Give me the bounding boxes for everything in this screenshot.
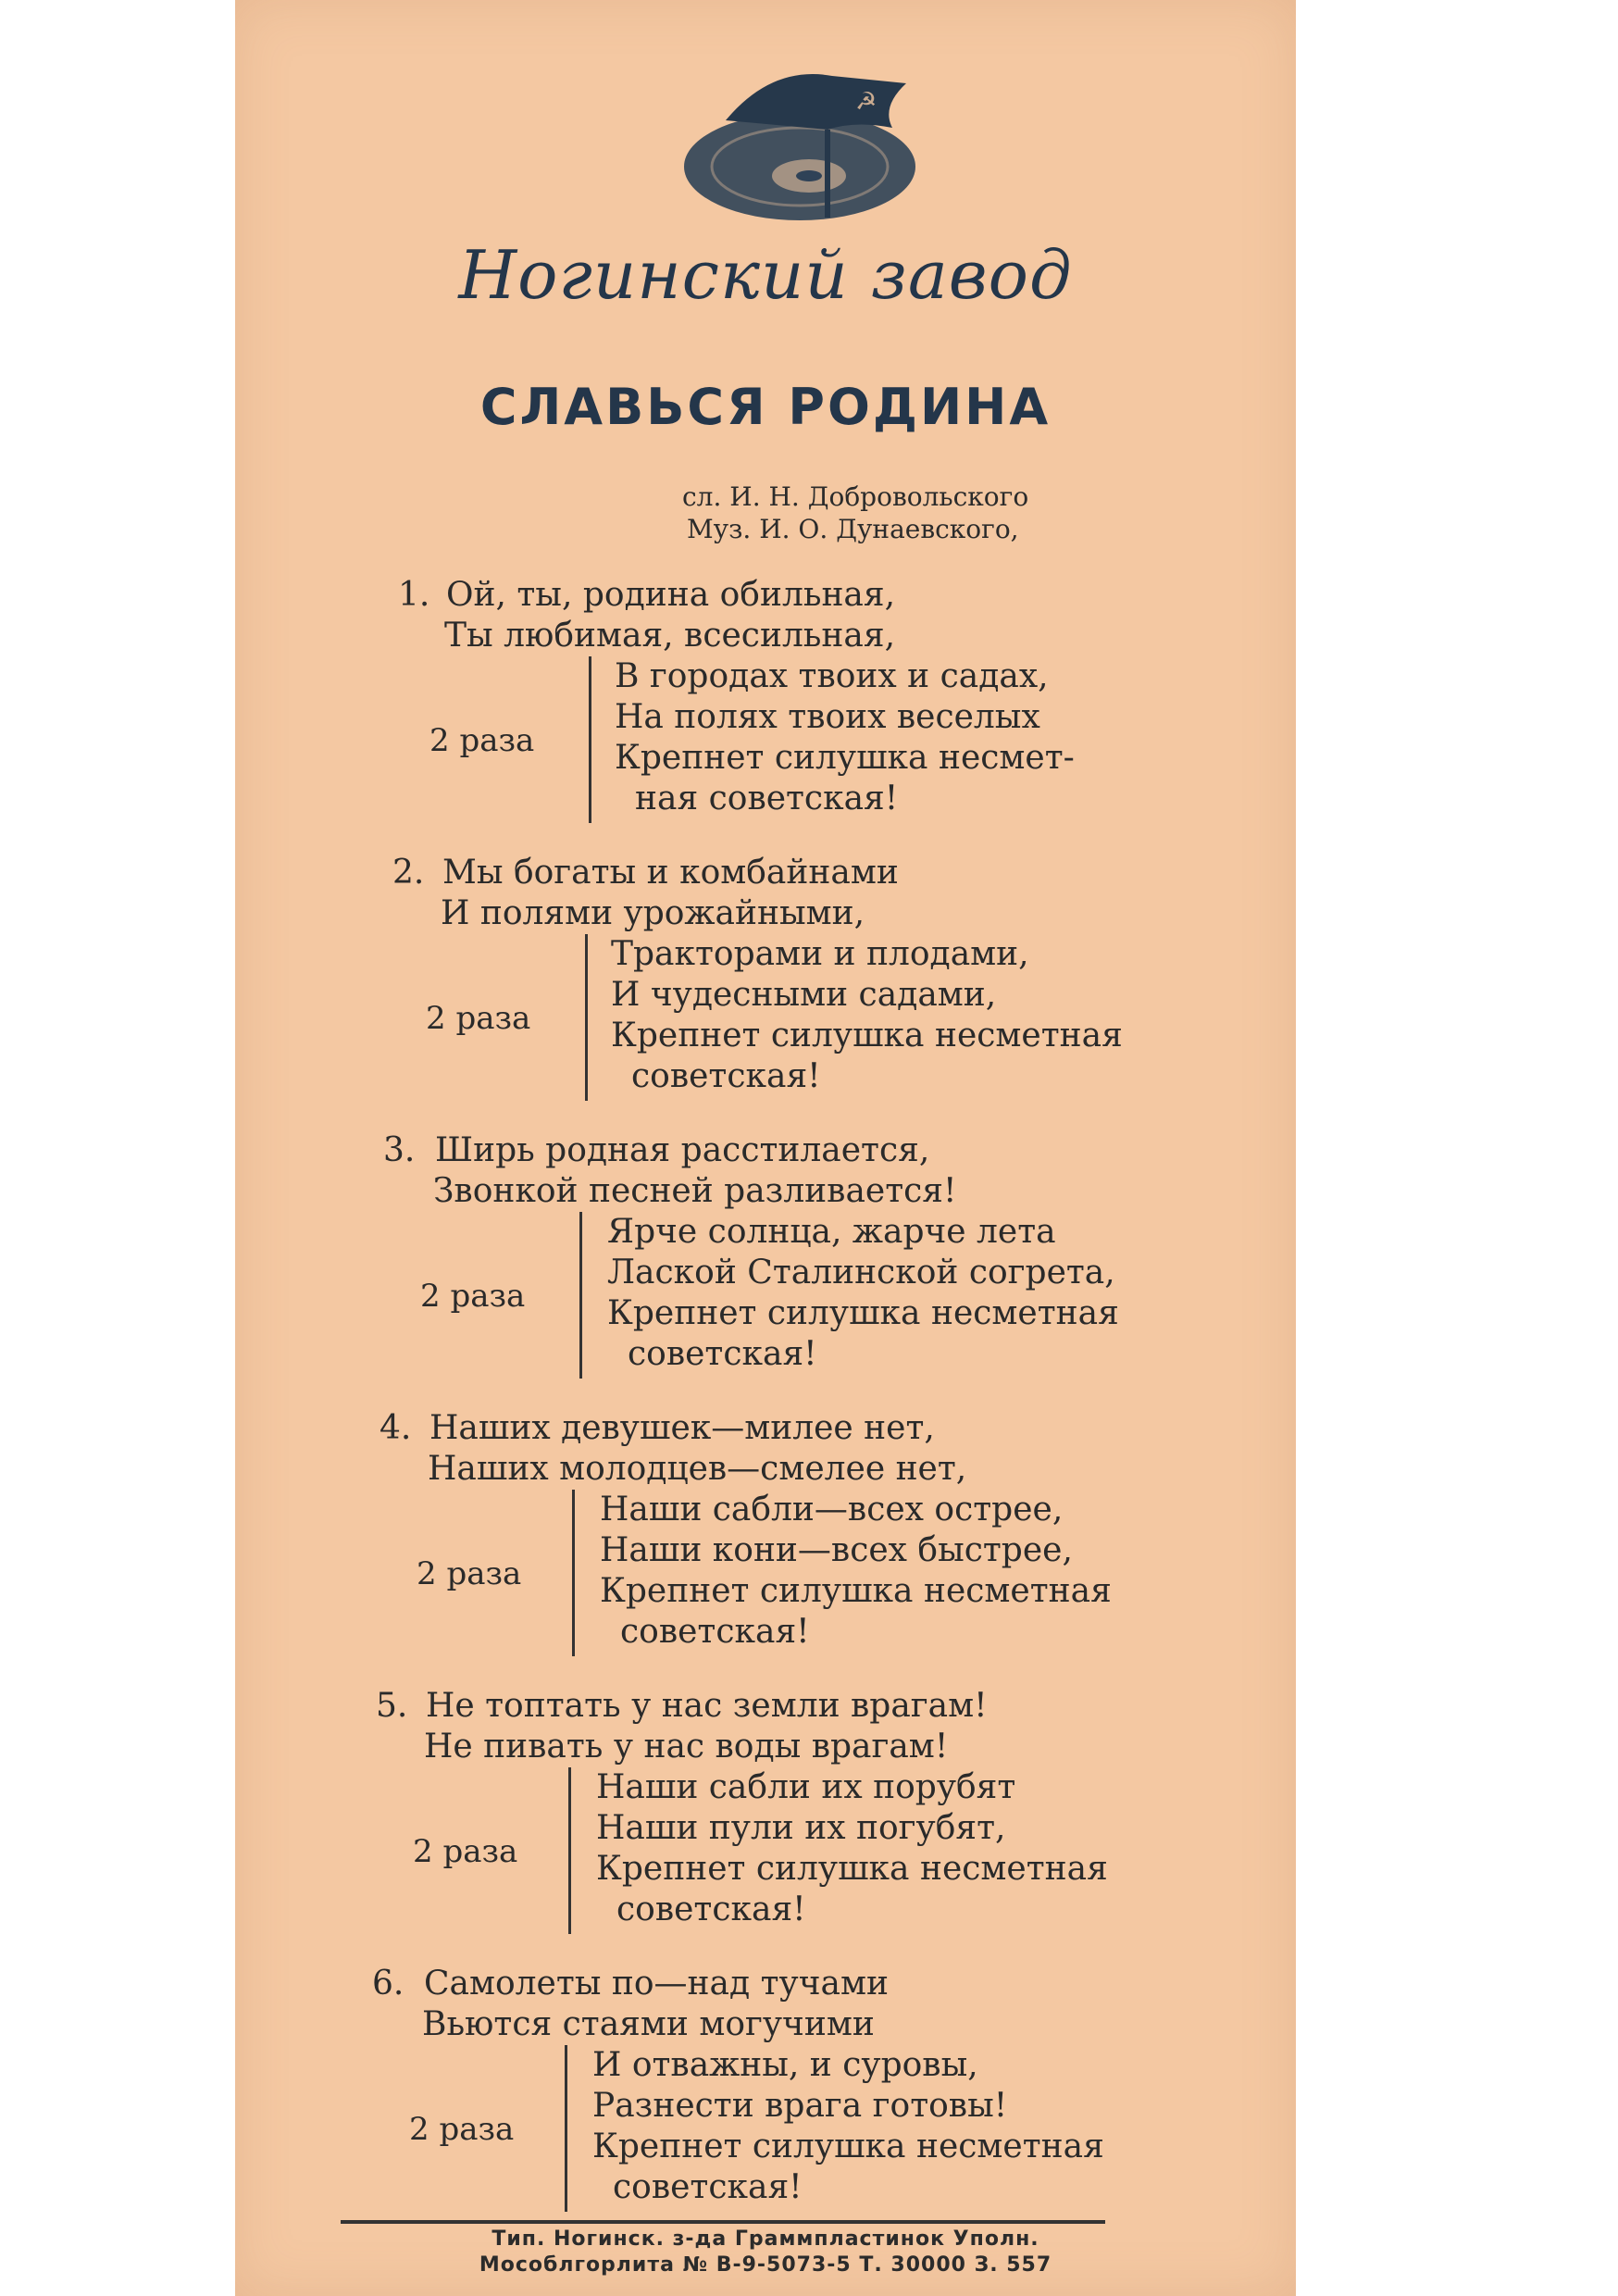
repeat-twice-label: 2 раза: [426, 1000, 531, 1037]
repeat-twice-label: 2 раза: [429, 722, 535, 759]
verse-intro-line: Наших молодцев—смелее нет,: [428, 1450, 967, 1488]
verse-intro-line: Звонкой песней разливается!: [433, 1172, 957, 1210]
verse-intro-line: Вьются стаями могучими: [422, 2005, 875, 2043]
verse-refrain-line: советская!: [613, 2168, 803, 2206]
verse-refrain-line: советская!: [631, 1057, 821, 1095]
verse-intro-line: Мы богаты и комбайнами: [442, 854, 899, 892]
verse-refrain-line: советская!: [628, 1335, 817, 1373]
verse-number: 3.: [383, 1131, 416, 1169]
repeat-twice-label: 2 раза: [413, 1833, 518, 1870]
verse-refrain-line: Крепнет силушка несметная: [600, 1572, 1112, 1610]
verse-refrain-line: И отважны, и суровы,: [592, 2046, 978, 2084]
verse-intro-line: Самолеты по—над тучами: [424, 1965, 889, 2003]
verse-intro-line: Наших девушек—милее нет,: [429, 1409, 935, 1447]
music-credit: Муз. И. О. Дунаевского,: [687, 514, 1019, 544]
repeat-twice-label: 2 раза: [417, 1555, 522, 1592]
verse-refrain-line: Крепнет силушка несметная: [596, 1850, 1108, 1888]
verse-refrain-line: На полях твоих веселых: [615, 698, 1040, 736]
verse-number: 5.: [376, 1687, 408, 1725]
verse-number: 2.: [392, 854, 425, 892]
verse-number: 6.: [372, 1965, 404, 2003]
verse-refrain-line: ная советская!: [635, 780, 899, 817]
svg-text:☭: ☭: [855, 88, 877, 116]
verse-intro-line: Ширь родная расстилается,: [435, 1131, 930, 1169]
verse-refrain-line: Крепнет силушка несметная: [611, 1017, 1123, 1054]
footer-imprint-line: Тип. Ногинск. з-да Граммпластинок Уполн.: [492, 2227, 1039, 2251]
verse-refrain-line: советская!: [620, 1613, 810, 1651]
verse-refrain-line: Крепнет силушка несметная: [607, 1294, 1119, 1332]
verse-refrain-line: Крепнет силушка несмет-: [615, 739, 1075, 777]
repeat-twice-label: 2 раза: [420, 1278, 526, 1315]
verse-refrain-line: Разнести врага готовы!: [592, 2087, 1008, 2125]
verse-refrain-line: Наши сабли—всех острее,: [600, 1491, 1064, 1529]
footer-divider: [341, 2220, 1105, 2224]
record-flag-logo: [670, 56, 939, 241]
repeat-twice-label: 2 раза: [409, 2111, 515, 2148]
verse-refrain-line: Тракторами и плодами,: [611, 935, 1029, 973]
verse-intro-line: Не пивать у нас воды врагам!: [424, 1728, 949, 1766]
verse-refrain-line: Наши сабли их порубят: [596, 1768, 1016, 1806]
refrain-bracket: [572, 1490, 575, 1656]
verse-refrain-line: советская!: [616, 1890, 806, 1928]
factory-name: Ногинский завод: [458, 236, 1073, 314]
refrain-bracket: [568, 1767, 571, 1934]
verse-refrain-line: Наши кони—всех быстрее,: [600, 1531, 1073, 1569]
verse-refrain-line: И чудесными садами,: [611, 976, 997, 1014]
verse-refrain-line: Лаской Сталинской согрета,: [607, 1254, 1115, 1292]
verse-refrain-line: Ярче солнца, жарче лета: [607, 1213, 1056, 1251]
verse-intro-line: Не топтать у нас земли врагам!: [426, 1687, 988, 1725]
refrain-bracket: [585, 934, 588, 1101]
verse-number: 4.: [380, 1409, 412, 1447]
song-leaflet: [235, 0, 1296, 2296]
refrain-bracket: [589, 656, 591, 823]
verse-number: 1.: [398, 576, 430, 614]
verse-intro-line: Ты любимая, всесильная,: [444, 617, 896, 655]
song-title: СЛАВЬСЯ РОДИНА: [479, 378, 1052, 436]
refrain-bracket: [565, 2045, 567, 2212]
verse-intro-line: И полями урожайными,: [441, 894, 865, 932]
footer-imprint-line: Мособлгорлита № В-9-5073-5 Т. 30000 З. 557: [479, 2253, 1052, 2277]
verse-refrain-line: Крепнет силушка несметная: [592, 2128, 1104, 2165]
lyrics-credit: сл. И. Н. Добровольского: [682, 481, 1029, 512]
verse-refrain-line: Наши пули их погубят,: [596, 1809, 1006, 1847]
verse-intro-line: Ой, ты, родина обильная,: [446, 576, 896, 614]
refrain-bracket: [579, 1212, 582, 1379]
verse-refrain-line: В городах твоих и садах,: [615, 657, 1049, 695]
